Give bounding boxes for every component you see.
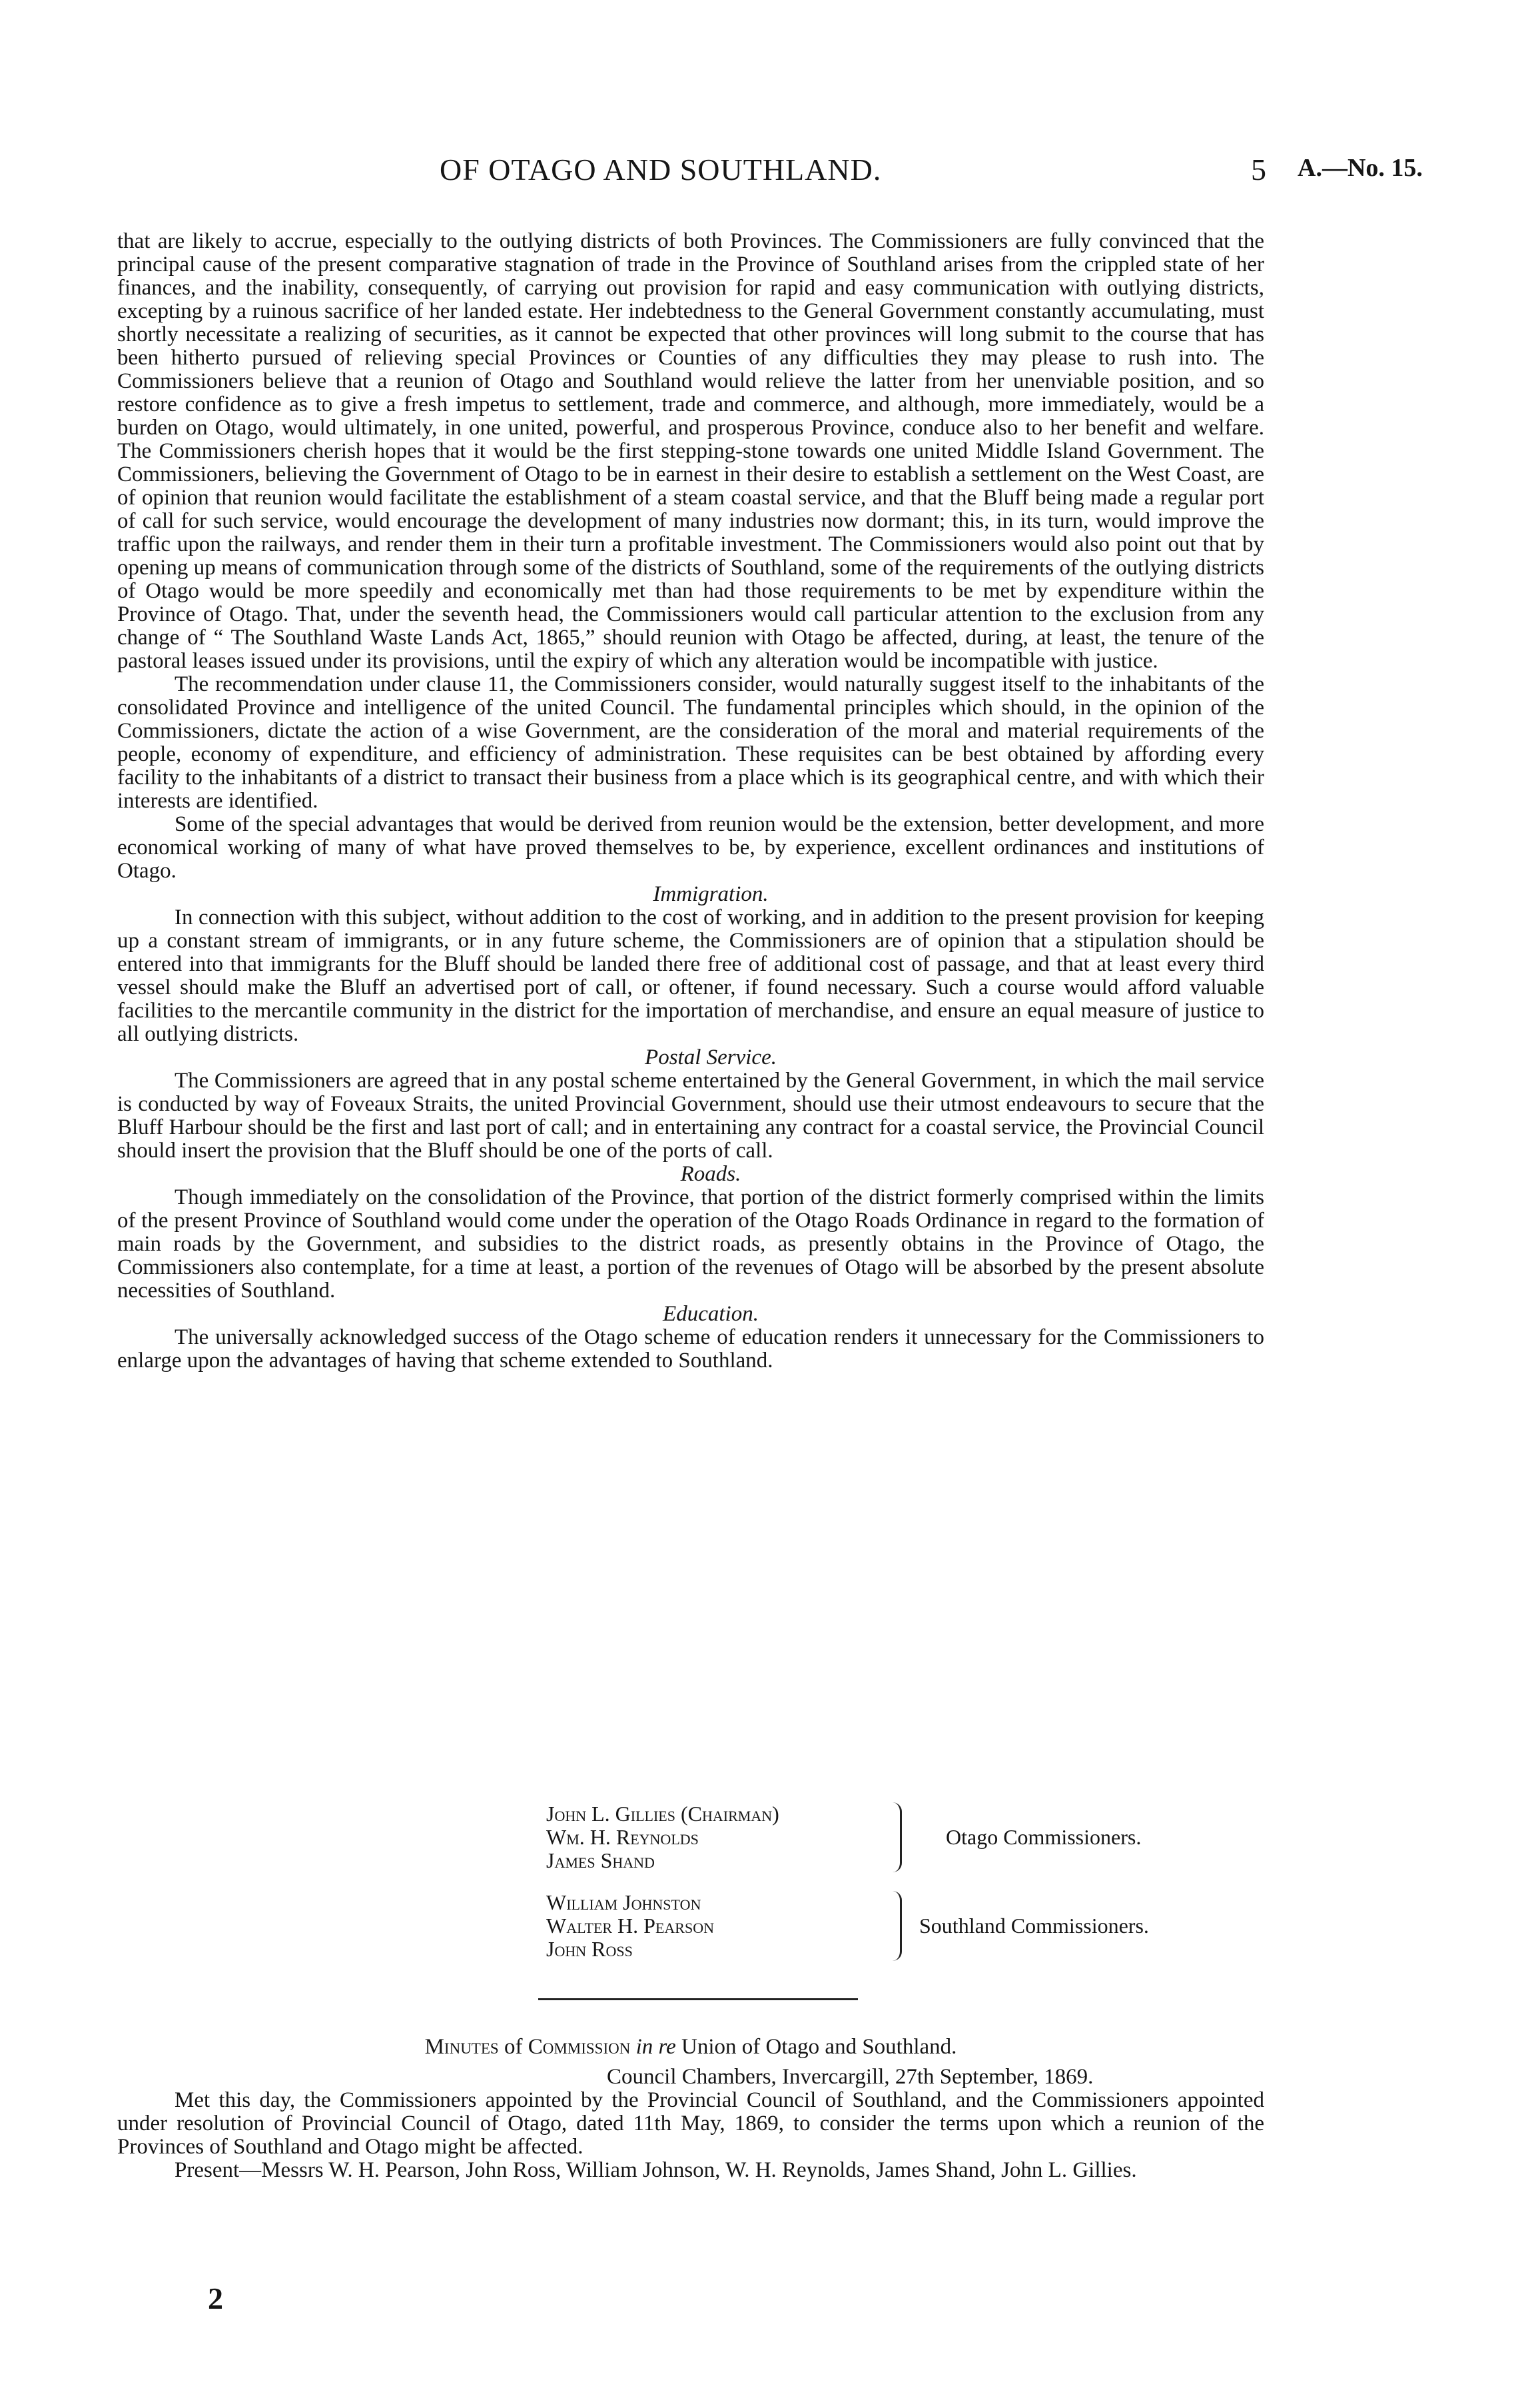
running-header (0, 152, 1534, 192)
heading-education: Education. (663, 1302, 759, 1326)
signatory-name: William Johnston (546, 1890, 701, 1914)
minutes-paragraph-meeting: Met this day, the Commissioners appointed by the Provincial Council of Southland, and the Commissioners appointed under resolution of Provincial Council of Otago, dated 11th May, 1869, to consider the terms upon which a reunion of the Provinces of Southland and Otago might be affected. (117, 2088, 1264, 2159)
section-divider (538, 1998, 858, 2000)
paragraph-clause-11: The recommendation under clause 11, the Commissioners consider, would naturally suggest itself to the inhabitants of the consolidated Province and intelligence of the united Council. The fundamental principles which should, in the opinion of the Commissioners, dictate the action of a wise Government, are the consideration of the moral and material requirements of the people, economy of expenditure, and efficiency of administration. These requisites can be best obtained by affording every facility to the inhabitants of a district to transact their business from a place which is its geographical centre, and with which their interests are identified. (117, 672, 1264, 813)
paragraph-continuation: that are likely to accrue, especially to the outlying districts of both Provinces. The Commissioners are fully convinced that the principal cause of the present comparative stagnation of trade in the Province of Southland arises from the crippled state of her finances, and the inability, consequently, of carrying out provision for rapid and easy communication with outlying districts, excepting by a ruinous sacrifice of her landed estate. Her indebtedness to the General Government constantly accumulating, must shortly necessitate a realizing of securities, as it cannot be expected that other provinces will long submit to the course that has been hitherto pursued of relieving special Provinces or Counties of any difficulties they may please to rush into. The Commissioners believe that a reunion of Otago and Southland would relieve the latter from her unenviable position, and so restore confidence as to give a fresh impetus to settlement, trade and commerce, and although, more immediately, would be a burden on Otago, would ultimately, in one united, powerful, and prosperous Province, conduce also to her benefit and welfare. The Commissioners cherish hopes that it would be the first stepping-stone towards one united Middle Island Government. The Commissioners, believing the Government of Otago to be in earnest in their desire to establish a settlement on the West Coast, are of opinion that reunion would facilitate the establishment of a steam coastal service, and that the Bluff being made a regular port of call for such service, would encourage the development of many industries now dormant; this, in its turn, would improve the traffic upon the railways, and render them in their turn a profitable investment. The Commissioners would also point out that by opening up means of communication through some of the districts of Southland, some of the requirements of the outlying districts of Otago would be more speedily and economically met than had those requirements to be met by expenditure within the Province of Otago. That, under the seventh head, the Commissioners would call particular attention to the exclusion from any change of “ The Southland Waste Lands Act, 1865,” should reunion with Otago be affected, during, at least, the tenure of the pastoral leases issued under its provisions, until the expiry of which any alteration would be incompatible with justice. (117, 229, 1264, 673)
page-number: 5 (1251, 153, 1266, 187)
heading-roads: Roads. (680, 1162, 741, 1186)
heading-postal-service: Postal Service. (645, 1045, 777, 1069)
paragraph-immigration: In connection with this subject, without addition to the cost of working, and in addition to the present provision for keeping up a constant stream of immigrants, or in any future scheme, the Commissioners are of opinion that a stipulation should be entered into that immigrants for the Bluff should be landed there free of additional cost of passage, and that at least every third vessel should make the Bluff an advertised port of call, or oftener, if found necessary. Such a course would afford valuable facilities to the mercantile community in the district for the importation of merchandise, and ensure an equal measure of justice to all outlying districts. (117, 905, 1264, 1046)
running-title: OF OTAGO AND SOUTHLAND. (440, 153, 882, 187)
southland-role: Southland Commissioners. (919, 1914, 1149, 1938)
paper-reference: A.—No. 15. (1298, 154, 1423, 182)
signature-block (546, 1802, 1279, 1980)
otago-role: Otago Commissioners. (946, 1825, 1142, 1849)
otago-commissioners-group (546, 1802, 1279, 1872)
report-body (117, 230, 1264, 1373)
brace-divider (893, 1891, 902, 1961)
paragraph-postal-service: The Commissioners are agreed that in any postal scheme entertained by the General Government, in which the mail service is conducted by way of Foveaux Straits, the united Provincial Government, should use their utmost endeavours to secure that the Bluff Harbour should be the first and last port of call; and in entertaining any contract for a coastal service, the Provincial Council should insert the provision that the Bluff should be one of the ports of call. (117, 1069, 1264, 1163)
signatory-name: John Ross (546, 1937, 633, 1961)
signatory-name: James Shand (546, 1848, 655, 1872)
minutes-paragraph-present: Present—Messrs W. H. Pearson, John Ross, William Johnson, W. H. Reynolds, James Shand, John L. Gillies. (175, 2158, 1137, 2182)
minutes-dateline: Council Chambers, Invercargill, 27th September, 1869. (607, 2065, 1094, 2089)
southland-commissioners-group (546, 1891, 1279, 1961)
sheet-signature-number: 2 (208, 2281, 223, 2315)
minutes-title: Minutes of Commission in re Union of Otago and Southland. (424, 2035, 957, 2059)
otago-names (546, 1802, 1279, 1872)
paragraph-roads: Though immediately on the consolidation of the Province, that portion of the district formerly comprised within the limits of the present Province of Southland would come under the operation of the Otago Roads Ordinance in regard to the formation of main roads by the Government, and subsidies to the district roads, as presently obtains in the Province of Otago, the Commissioners also contemplate, for a time at least, a portion of the revenues of Otago will be absorbed by the present absolute necessities of Southland. (117, 1185, 1264, 1303)
signatory-name: John L. Gillies (Chairman) (546, 1802, 779, 1826)
heading-immigration: Immigration. (653, 882, 769, 906)
minutes-section (117, 2036, 1264, 2182)
signatory-name: Wm. H. Reynolds (546, 1825, 699, 1849)
paragraph-education: The universally acknowledged success of the Otago scheme of education renders it unnecessary for the Commissioners to enlarge upon the advantages of having that scheme extended to Southland. (117, 1325, 1264, 1373)
brace-divider (893, 1802, 902, 1872)
signatory-name: Walter H. Pearson (546, 1914, 714, 1938)
paragraph-advantages: Some of the special advantages that would be derived from reunion would be the extension, better development, and more economical working of many of what have proved themselves to be, by experience, excellent ordinances and institutions of Otago. (117, 812, 1264, 883)
southland-names (546, 1891, 1279, 1961)
